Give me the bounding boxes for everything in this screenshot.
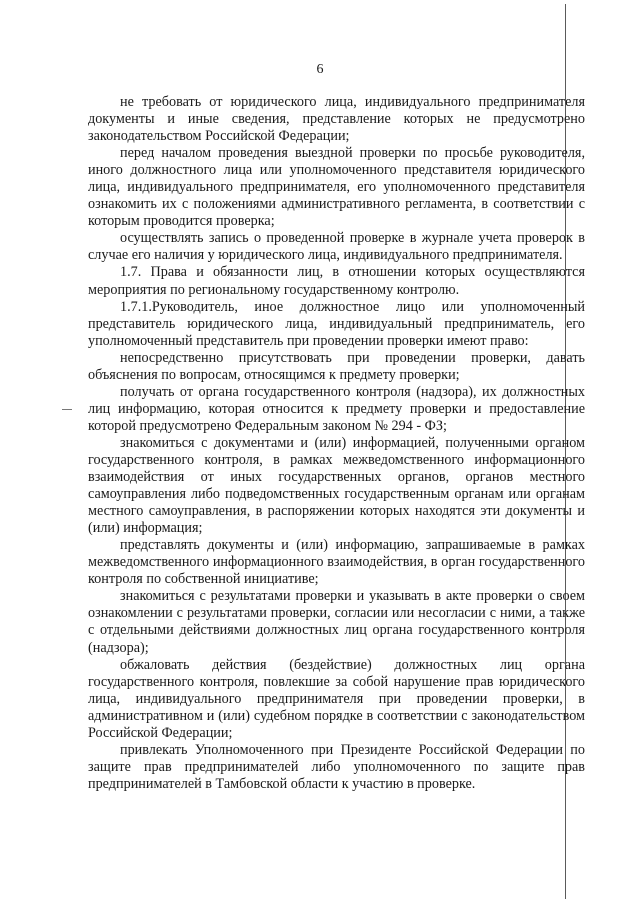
paragraph: привлекать Уполномоченного при Президенте Российской Федерации по защите прав предпринимателей либо уполномоченного по защите прав предпринимателей в Тамбовской области к участию в проверке. [88,741,585,792]
section-heading: 1.7. Права и обязанности лиц, в отношении которых осуществляются мероприятия по региональному государственному контролю. [88,264,585,298]
subsection-paragraph: 1.7.1.Руководитель, иное должностное лицо или уполномоченный представитель юридического лица, индивидуальный предприниматель, его уполномоченный представитель при проведении проверки имеют право: [88,298,585,349]
paragraph: не требовать от юридического лица, индивидуального предпринимателя документы и иные сведения, представление которых не предусмотрено законодательством Российской Федерации; [88,94,585,145]
page-number: 6 [316,62,324,77]
paragraph: осуществлять запись о проведенной проверке в журнале учета проверок в случае его наличия у юридического лица, индивидуального предпринимателя. [88,230,585,264]
paragraph: получать от органа государственного контроля (надзора), их должностных лиц информацию, которая относится к предмету проверки и предоставление которой предусмотрено Федеральным законом № 294 - ФЗ; [88,383,585,434]
scan-mark [62,409,72,410]
paragraph: представлять документы и (или) информацию, запрашиваемые в рамках межведомственного информационного взаимодействия, в орган государственного контроля по собственной инициативе; [88,537,585,588]
paragraph: перед началом проведения выездной проверки по просьбе руководителя, иного должностного лица или уполномоченного представителя юридического лица, индивидуального предпринимателя, его уполномоченного представителя ознакомить их с положениями административного регламента, в соответствии с которым проводится проверка; [88,145,585,230]
paragraph: знакомиться с документами и (или) информацией, полученными органом государственного контроля, в рамках межведомственного информационного взаимодействия от иных государственных органов, органов местного самоуправления либо подведомственных государственным органам или органам местного самоуправления, в распоряжении которых находятся эти документы и (или) информация; [88,434,585,537]
paragraph: обжаловать действия (бездействие) должностных лиц органа государственного контроля, повлекшие за собой нарушение прав юридического лица, индивидуального предпринимателя при проведении проверки, в административном и (или) судебном порядке в соответствии с законодательством Российской Федерации; [88,656,585,741]
paragraph: знакомиться с результатами проверки и указывать в акте проверки о своем ознакомлении с результатами проверки, согласии или несогласии с ними, а также с отдельными действиями должностных лиц органа государственного контроля (надзора); [88,588,585,656]
paragraph: непосредственно присутствовать при проведении проверки, давать объяснения по вопросам, относящимся к предмету проверки; [88,349,585,383]
document-body [88,94,585,793]
